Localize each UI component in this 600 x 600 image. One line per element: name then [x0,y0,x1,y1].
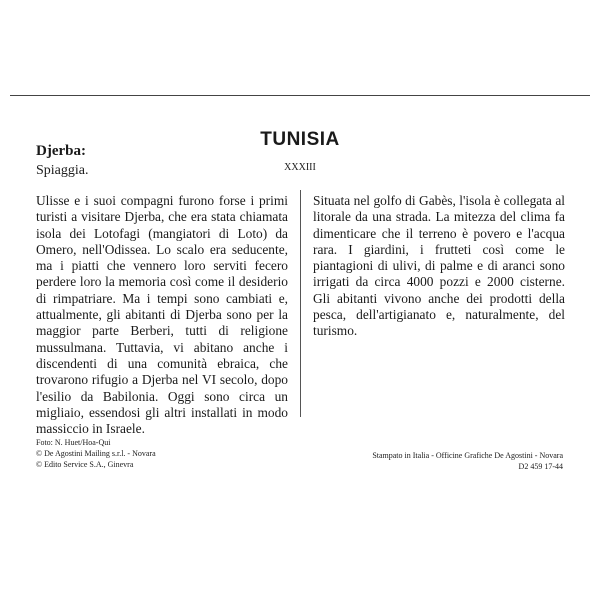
body-text-right: Situata nel golfo di Gabès, l'isola è collegata al litorale da una strada. La mitezza del clima fa dimenticare che il terreno è povero e l'acqua rara. I giardini, i frutteti così come le piantagioni di ulivi, di palme e di aranci sono irrigati da circa 4000 pozzi e 2000 cisterne. Gli abitanti vivono anche dei prodotti della pesca, dell'artigianato e, naturalmente, del turismo. [313,193,565,339]
photo-subject: Spiaggia. [36,163,89,178]
printer-info [372,450,563,472]
column-divider [300,190,301,417]
place-name: Djerba: [36,143,86,159]
printer-code: D2 459 17-44 [518,462,563,471]
top-rule [10,95,590,96]
card-number: XXXIII [284,162,316,173]
credit-line: Foto: N. Huet/Hoa-Qui [36,438,111,447]
page-title: TUNISIA [260,129,340,150]
credit-line: © De Agostini Mailing s.r.l. - Novara [36,449,156,458]
printer-line: Stampato in Italia - Officine Grafiche De Agostini - Novara [372,451,563,460]
body-text-left: Ulisse e i suoi compagni furono forse i primi turisti a visitare Djerba, che era stata chiamata isola dei Lotofagi (mangiatori di Loto) da Omero, nell'Odissea. Lo scalo era seducente, ma i piatti che vennero loro serviti fecero perdere loro la memoria così come il desiderio di rimpatriare. Ma i tempi sono cambiati e, attualmente, gli abitanti di Djerba sono per la maggior parte Berberi, tutti di religione mussulmana. Tuttavia, vi abitano anche i discendenti di una comunità ebraica, che trovarono rifugio a Djerba nel VI secolo, dopo l'esilio da Babilonia. Oggi sono circa un migliaio, essendosi gli altri installati in modo massiccio in Israele. [36,193,288,437]
credit-line: © Edito Service S.A., Ginevra [36,460,134,469]
photo-credits [36,437,156,470]
